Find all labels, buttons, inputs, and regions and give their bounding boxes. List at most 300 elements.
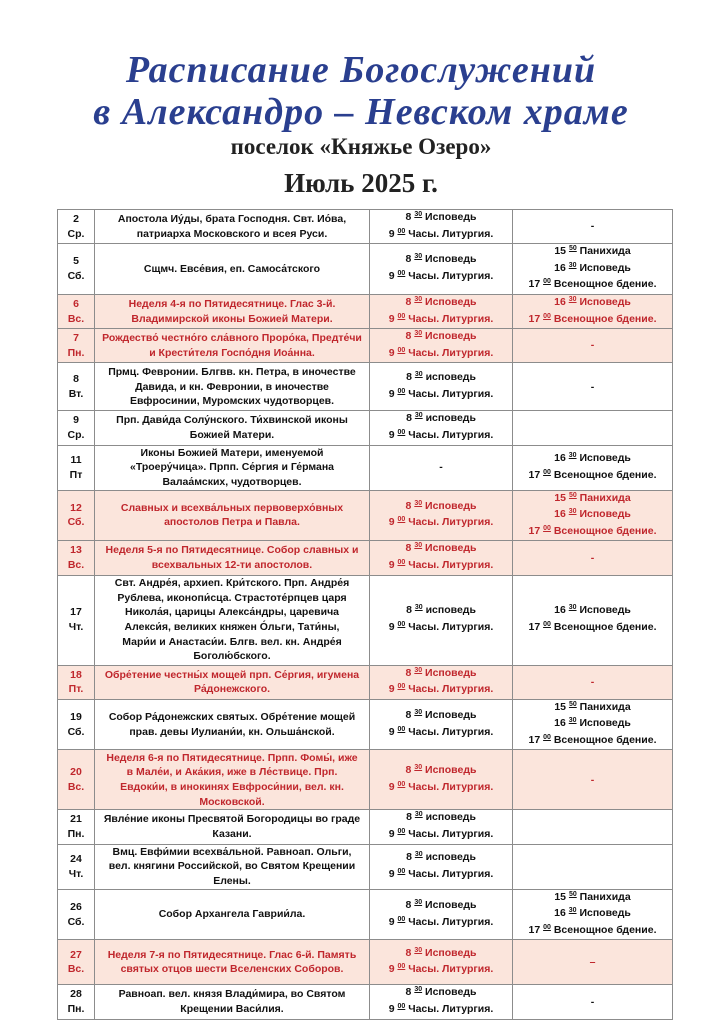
schedule-row xyxy=(58,889,673,940)
service-minutes: 30 xyxy=(414,295,423,303)
service-hour: 8 xyxy=(405,986,412,999)
service-name: Часы. Литургия. xyxy=(408,867,494,880)
service-line xyxy=(373,810,509,827)
day-of-week: Сб. xyxy=(67,915,85,928)
commemoration-line: апостолов Петра и Павла. xyxy=(164,516,300,529)
evening-services-cell xyxy=(513,699,673,750)
service-minutes: 50 xyxy=(568,890,577,898)
service-line xyxy=(373,867,509,884)
morning-services-cell xyxy=(370,294,513,328)
service-hour: 9 xyxy=(388,428,395,441)
service-line xyxy=(516,468,669,485)
service-line xyxy=(373,269,509,286)
service-minutes: 30 xyxy=(414,708,423,716)
service-minutes: 30 xyxy=(414,330,423,338)
service-hour: 15 xyxy=(554,700,567,713)
date-cell xyxy=(58,699,95,750)
service-line xyxy=(516,603,669,620)
service-hour: 9 xyxy=(388,725,395,738)
service-line xyxy=(516,675,669,690)
schedule-row xyxy=(58,750,673,810)
service-minutes: 00 xyxy=(397,725,406,733)
commemoration-line: всехвальных 12-ти апостолов. xyxy=(151,558,313,571)
service-line xyxy=(373,370,509,387)
service-line xyxy=(516,906,669,923)
service-hour: 9 xyxy=(388,516,395,529)
service-name: Часы. Литургия. xyxy=(408,828,494,841)
morning-services-cell xyxy=(370,750,513,810)
schedule-row xyxy=(58,985,673,1019)
service-name: Часы. Литургия. xyxy=(408,683,494,696)
service-hour: 9 xyxy=(388,346,395,359)
service-name: исповедь xyxy=(425,811,476,824)
service-minutes: 30 xyxy=(414,986,423,994)
evening-services-cell xyxy=(513,490,673,541)
service-line xyxy=(373,312,509,329)
service-hour: 9 xyxy=(388,387,395,400)
service-hour: 17 xyxy=(528,621,541,633)
service-name: Исповедь xyxy=(425,666,477,679)
service-line xyxy=(516,733,669,750)
day-of-week: Ср. xyxy=(67,227,85,240)
service-line xyxy=(373,227,509,244)
morning-services-cell xyxy=(370,889,513,940)
service-name: Часы. Литургия. xyxy=(408,428,494,441)
service-line xyxy=(373,295,509,312)
commemoration-cell xyxy=(95,699,370,750)
commemoration-line: Евфросинии, Муромских чудотворцев. xyxy=(129,395,335,408)
title-line-1: Расписание Богослужений xyxy=(125,49,597,91)
service-name: - xyxy=(590,995,595,1008)
service-line xyxy=(373,725,509,742)
service-name: Исповедь xyxy=(579,907,631,920)
service-name: Часы. Литургия. xyxy=(408,963,494,976)
service-name: - xyxy=(439,461,443,474)
service-name: Всенощное бдение. xyxy=(553,524,657,537)
day-number: 5 xyxy=(73,255,79,268)
service-minutes: 30 xyxy=(414,604,423,612)
service-hour: 16 xyxy=(554,604,566,617)
service-minutes: 00 xyxy=(397,346,406,354)
day-number: 6 xyxy=(73,297,79,310)
service-name: Панихида xyxy=(579,890,631,903)
service-name: - xyxy=(590,551,595,564)
service-minutes: 30 xyxy=(414,412,423,420)
day-number: 13 xyxy=(70,544,82,557)
evening-services-cell xyxy=(513,810,673,844)
service-name: Часы. Литургия. xyxy=(408,1003,494,1016)
service-name: Исповедь xyxy=(425,542,477,555)
service-minutes: 00 xyxy=(543,733,551,741)
evening-services-cell xyxy=(513,985,673,1019)
date-cell xyxy=(58,940,95,985)
service-minutes: 30 xyxy=(568,907,577,915)
day-number: 17 xyxy=(70,606,82,619)
service-line xyxy=(373,346,509,363)
service-hour: 17 xyxy=(528,468,541,481)
schedule-row xyxy=(58,363,673,411)
day-of-week: Пт xyxy=(69,468,83,481)
day-number: 19 xyxy=(70,710,82,723)
service-name: Исповедь xyxy=(425,764,477,777)
date-cell xyxy=(58,541,95,575)
service-line xyxy=(516,995,669,1010)
service-line xyxy=(516,890,669,907)
service-minutes: 00 xyxy=(397,621,406,628)
service-hour: 15 xyxy=(554,491,567,504)
service-name: Исповедь xyxy=(425,330,477,343)
service-minutes: 30 xyxy=(414,211,423,218)
service-line xyxy=(516,620,669,637)
commemoration-line: Собор Архангела Гаврии́ла. xyxy=(158,908,306,921)
day-number: 9 xyxy=(73,414,79,427)
service-name: Исповедь xyxy=(425,946,477,959)
service-hour: 8 xyxy=(405,499,412,512)
morning-services-cell xyxy=(370,329,513,363)
service-minutes: 30 xyxy=(414,851,423,859)
commemoration-line: Явле́ние иконы Пресвятой Богородицы во граде xyxy=(103,813,361,826)
service-line xyxy=(373,428,509,445)
service-line xyxy=(373,915,509,932)
commemoration-cell xyxy=(95,490,370,541)
service-line xyxy=(373,603,509,620)
commemoration-line: Сщмч. Евсе́вия, еп. Самоса́тского xyxy=(143,262,321,275)
service-hour: 8 xyxy=(406,604,412,617)
morning-services-cell xyxy=(370,575,513,665)
service-hour: 8 xyxy=(405,764,412,777)
commemoration-cell xyxy=(95,985,370,1019)
service-minutes: 00 xyxy=(397,963,406,971)
morning-services-cell xyxy=(370,940,513,985)
service-hour: 8 xyxy=(405,295,412,308)
commemoration-cell xyxy=(95,665,370,699)
service-hour: 9 xyxy=(388,621,395,633)
service-hour: 17 xyxy=(528,278,541,291)
subtitle-village: поселок «Княжье Озеро» xyxy=(230,134,492,159)
service-minutes: 00 xyxy=(397,780,406,788)
evening-services-cell xyxy=(513,411,673,445)
service-hour: 8 xyxy=(406,371,412,384)
commemoration-line: патриарха Московского и всея Руси. xyxy=(136,227,328,240)
service-line xyxy=(516,716,669,733)
morning-services-cell xyxy=(370,810,513,844)
service-name: Исповедь xyxy=(425,211,477,223)
commemoration-line: Равноап. вел. князя Влади́мира, во Святом xyxy=(118,988,346,1001)
service-line xyxy=(373,620,509,637)
service-hour: 16 xyxy=(554,508,566,521)
service-line xyxy=(516,312,669,329)
service-name: Часы. Литургия. xyxy=(408,725,494,738)
day-of-week: Ср. xyxy=(67,428,85,441)
service-hour: 8 xyxy=(405,253,412,266)
service-name: Исповедь xyxy=(425,708,477,721)
service-name: - xyxy=(590,675,595,688)
service-line xyxy=(373,850,509,867)
service-line xyxy=(373,515,509,532)
day-of-week: Сб. xyxy=(67,516,85,529)
schedule-row xyxy=(58,541,673,575)
schedule-row xyxy=(58,844,673,889)
commemoration-line: в Мале́и, и Ака́кия, иже в Ле́ствице. Прп. xyxy=(126,766,338,779)
service-name: Всенощное бдение. xyxy=(553,278,657,291)
service-line xyxy=(373,252,509,269)
commemoration-cell xyxy=(95,329,370,363)
evening-services-cell xyxy=(513,665,673,699)
day-of-week: Пн. xyxy=(67,1003,85,1016)
commemoration-line: Божией Матери. xyxy=(189,428,275,441)
service-minutes: 30 xyxy=(414,499,423,507)
service-name: исповедь xyxy=(425,371,476,384)
service-line xyxy=(516,551,669,566)
commemoration-line: Никола́я, царицы Алекса́ндры, царевича xyxy=(124,606,340,619)
evening-services-cell xyxy=(513,363,673,411)
date-cell xyxy=(58,490,95,541)
service-name: исповедь xyxy=(425,604,476,617)
commemoration-line: Собор Ра́донежских святых. Обре́тение мощей xyxy=(108,710,356,723)
service-line xyxy=(516,219,669,234)
service-minutes: 00 xyxy=(543,468,551,476)
service-name: Панихида xyxy=(579,245,631,258)
service-line xyxy=(516,700,669,717)
service-line xyxy=(373,1002,509,1019)
commemoration-line: святых отцов шести Вселенских Соборов. xyxy=(120,963,344,976)
service-hour: 9 xyxy=(388,1003,395,1016)
service-minutes: 00 xyxy=(397,270,406,278)
morning-services-cell xyxy=(370,844,513,889)
commemoration-line: Обре́тение честны́х мощей прп. Се́ргия, игумена xyxy=(104,668,360,681)
commemoration-line: Апостола Иу́ды, брата Господня. Свт. Ио́ва, xyxy=(117,213,347,225)
service-line xyxy=(373,708,509,725)
commemoration-line: «Троеру́чица». Прпп. Се́ргия и Ге́рмана xyxy=(129,461,335,474)
service-name: - xyxy=(590,773,595,786)
evening-services-cell xyxy=(513,244,673,295)
service-line xyxy=(373,460,509,475)
service-hour: 8 xyxy=(406,412,412,425)
commemoration-line: Иконы Божией Матери, именуемой xyxy=(140,446,324,459)
evening-services-cell xyxy=(513,329,673,363)
commemoration-line: Свт. Андре́я, архиеп. Кри́тского. Прп. Андре́я xyxy=(114,577,350,590)
service-minutes: 30 xyxy=(414,946,423,954)
commemoration-line: Владимирской иконы Божией Матери. xyxy=(131,312,333,325)
morning-services-cell xyxy=(370,699,513,750)
date-cell xyxy=(58,294,95,328)
service-minutes: 30 xyxy=(568,261,577,269)
service-hour: 9 xyxy=(388,780,395,793)
commemoration-line: Ра́донежского. xyxy=(193,683,271,696)
commemoration-line: Неделя 5-я по Пятидесятнице. Собор славных и xyxy=(105,544,359,557)
day-of-week: Пн. xyxy=(67,346,85,359)
commemoration-cell xyxy=(95,575,370,665)
schedule-table xyxy=(57,209,673,1020)
service-hour: 8 xyxy=(405,898,412,911)
service-hour: 16 xyxy=(554,295,566,308)
service-line xyxy=(516,277,669,294)
schedule-row xyxy=(58,699,673,750)
service-name: Часы. Литургия. xyxy=(408,621,494,633)
service-minutes: 00 xyxy=(397,428,406,436)
service-name: исповедь xyxy=(425,412,476,425)
service-minutes: 50 xyxy=(568,491,577,499)
service-minutes: 00 xyxy=(543,278,551,286)
morning-services-cell xyxy=(370,985,513,1019)
date-cell xyxy=(58,844,95,889)
commemoration-line: Елены. xyxy=(213,874,251,887)
date-cell xyxy=(58,750,95,810)
commemoration-cell xyxy=(95,294,370,328)
schedule-row xyxy=(58,411,673,445)
service-line xyxy=(516,923,669,940)
evening-services-cell xyxy=(513,844,673,889)
service-hour: 17 xyxy=(528,524,541,537)
service-minutes: 30 xyxy=(414,371,423,379)
service-name: Часы. Литургия. xyxy=(408,558,494,571)
date-cell xyxy=(58,363,95,411)
service-name: - xyxy=(590,220,595,233)
service-hour: 9 xyxy=(388,683,395,696)
service-minutes: 30 xyxy=(414,253,423,261)
service-name: Часы. Литургия. xyxy=(408,312,494,325)
commemoration-line: Боголю́бского. xyxy=(193,650,271,663)
service-hour: 17 xyxy=(528,733,541,746)
service-hour: 9 xyxy=(388,963,395,976)
date-cell xyxy=(58,889,95,940)
service-name: Исповедь xyxy=(579,295,631,308)
morning-services-cell xyxy=(370,665,513,699)
commemoration-line: Мари́и и Анастаси́и. Блгв. вел. кн. Андре́я xyxy=(122,635,342,648)
evening-services-cell xyxy=(513,889,673,940)
service-hour: 15 xyxy=(554,245,567,258)
day-of-week: Пн. xyxy=(67,828,85,841)
service-line xyxy=(516,338,669,353)
service-minutes: 30 xyxy=(414,666,423,674)
service-minutes: 00 xyxy=(543,312,551,320)
day-number: 26 xyxy=(70,900,82,913)
service-minutes: 30 xyxy=(568,508,577,516)
service-name: Часы. Литургия. xyxy=(408,227,494,240)
subtitle-month: Июль 2025 г. xyxy=(284,168,438,198)
service-minutes: 00 xyxy=(543,923,551,931)
day-number: 2 xyxy=(73,213,79,225)
service-line xyxy=(516,261,669,278)
service-minutes: 00 xyxy=(397,558,406,566)
service-name: Часы. Литургия. xyxy=(408,270,494,283)
service-minutes: 30 xyxy=(568,295,577,303)
day-number: 24 xyxy=(70,853,82,866)
service-line xyxy=(373,827,509,844)
service-line xyxy=(373,763,509,780)
service-minutes: 30 xyxy=(414,898,423,906)
date-cell xyxy=(58,244,95,295)
evening-services-cell xyxy=(513,210,673,244)
evening-services-cell xyxy=(513,940,673,985)
service-name: – xyxy=(589,956,596,969)
date-cell xyxy=(58,411,95,445)
service-line xyxy=(516,491,669,508)
commemoration-line: Прп. Дави́да Солу́нского. Ти́хвинской иконы xyxy=(116,414,348,427)
service-minutes: 30 xyxy=(568,604,577,612)
morning-services-cell xyxy=(370,445,513,490)
day-number: 27 xyxy=(70,948,82,961)
service-name: Исповедь xyxy=(425,898,477,911)
commemoration-line: и Крести́теля Госпо́дня Иоа́нна. xyxy=(149,346,315,359)
service-line xyxy=(373,666,509,683)
service-minutes: 30 xyxy=(568,451,577,459)
commemoration-line: Рублева, иконопи́сца. Страстоте́рпцев царя xyxy=(117,591,347,604)
service-hour: 9 xyxy=(388,867,395,880)
commemoration-line: прав. девы Иулиани́и, кн. Ольша́нской. xyxy=(129,725,335,738)
date-cell xyxy=(58,810,95,844)
service-name: Всенощное бдение. xyxy=(553,312,657,325)
commemoration-cell xyxy=(95,411,370,445)
date-cell xyxy=(58,210,95,244)
service-line xyxy=(373,985,509,1002)
service-line xyxy=(373,387,509,404)
service-hour: 15 xyxy=(554,890,567,903)
commemoration-line: Алекси́я, великих княжен О́льги, Тати́ны, xyxy=(124,621,340,633)
service-line xyxy=(373,210,509,227)
day-of-week: Вт. xyxy=(68,387,84,400)
service-name: Часы. Литургия. xyxy=(408,516,494,529)
day-number: 11 xyxy=(70,453,82,466)
service-name: Часы. Литургия. xyxy=(408,346,494,359)
schedule-row xyxy=(58,445,673,490)
service-line xyxy=(516,955,669,970)
service-line xyxy=(373,541,509,558)
service-hour: 8 xyxy=(406,851,412,864)
morning-services-cell xyxy=(370,411,513,445)
service-name: Исповедь xyxy=(579,604,631,617)
day-of-week: Вс. xyxy=(67,780,85,793)
service-hour: 8 xyxy=(405,211,412,223)
day-of-week: Сб. xyxy=(67,270,85,283)
commemoration-line: Московской. xyxy=(199,795,265,808)
service-minutes: 50 xyxy=(568,700,577,708)
service-name: Всенощное бдение. xyxy=(553,468,657,481)
service-minutes: 00 xyxy=(543,621,551,628)
schedule-row xyxy=(58,665,673,699)
commemoration-cell xyxy=(95,445,370,490)
service-name: Исповедь xyxy=(425,295,477,308)
service-minutes: 00 xyxy=(543,524,551,532)
service-hour: 16 xyxy=(554,451,566,464)
service-line xyxy=(373,682,509,699)
service-name: Исповедь xyxy=(579,508,631,521)
service-minutes: 00 xyxy=(397,828,406,836)
service-hour: 9 xyxy=(388,312,395,325)
day-of-week: Вс. xyxy=(67,558,85,571)
service-line xyxy=(516,295,669,312)
schedule-row xyxy=(58,244,673,295)
morning-services-cell xyxy=(370,210,513,244)
commemoration-line: Рождество́ честно́го сла́вного Проро́ка, Предте́чи xyxy=(102,332,362,345)
service-line xyxy=(373,946,509,963)
service-name: Часы. Литургия. xyxy=(408,915,494,928)
service-minutes: 00 xyxy=(397,867,406,875)
service-name: Исповедь xyxy=(425,986,477,999)
service-hour: 9 xyxy=(388,270,395,283)
service-line xyxy=(516,524,669,541)
service-name: Панихида xyxy=(579,491,631,504)
service-hour: 9 xyxy=(388,915,395,928)
service-hour: 16 xyxy=(554,907,566,920)
evening-services-cell xyxy=(513,750,673,810)
commemoration-cell xyxy=(95,844,370,889)
service-name: Исповедь xyxy=(579,451,631,464)
service-name: Исповедь xyxy=(579,261,631,274)
commemoration-line: Вмц. Евфи́мии всехва́льной. Равноап. Ольги, xyxy=(112,845,352,858)
commemoration-line: Неделя 6-я по Пятидесятнице. Прпп. Фомы́, иже xyxy=(106,751,358,764)
service-line xyxy=(516,507,669,524)
